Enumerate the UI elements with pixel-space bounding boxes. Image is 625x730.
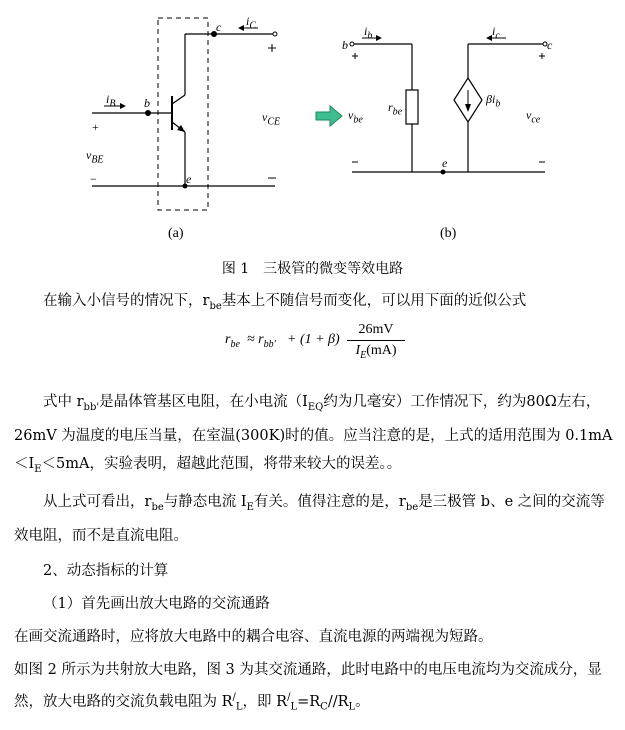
paragraph-intro: 在输入小信号的情况下，$r_{be}$基本上不随信号而变化，可以用下面的近似公式: [43, 293, 527, 312]
fig-b-ic-label: $i_c$: [492, 24, 500, 42]
fig-b-vbe-label: $v_{be}$: [348, 108, 363, 126]
fig-a-b-label: b: [144, 96, 150, 110]
fig-a-ib-label: $i_B$: [106, 92, 116, 110]
fig-b-rbe-label: $r_{be}$: [388, 100, 403, 118]
paragraph-load-resistance: 如图 2 所示为共射放大电路，图 3 为其交流通路，此时电路中的电压电流均为交流成分，显然，放大电路的交流负载电阻为 $R^/_L$，即 $R^/_L=R_C//R_L$。: [14, 662, 602, 713]
transistor-dashed-box: [158, 18, 208, 210]
fig-a-plus-left: +: [92, 120, 99, 134]
fig-b-e-label: e: [442, 156, 448, 170]
fig-b-vce-label: $v_{ce}$: [526, 108, 541, 126]
fig-a-c-label: c: [216, 20, 222, 34]
fig-a-ic-label: $i_C$: [246, 14, 257, 32]
subsection-heading: （1）首先画出放大电路的交流通路: [43, 596, 270, 612]
fig-b-ib-label: $i_b$: [364, 24, 373, 42]
fig-a-vce-label: $v_{CE}$: [262, 110, 281, 128]
fig-a-vbe-label: $v_{BE}$: [86, 148, 104, 166]
fig-b-b-label: b: [342, 38, 348, 52]
transform-arrow-icon: [316, 106, 342, 126]
fig-a-minus-left: −: [90, 172, 97, 186]
rbe-resistor: [406, 90, 418, 124]
paragraph-ac-path: 在画交流通路时，应将放大电路中的耦合电容、直流电源的两端视为短路。: [14, 629, 493, 645]
paragraph-rbb-explanation: 式中 $r_{bb'}$是晶体管基区电阻，在小电流（$I_{EQ}$约为几毫安）工作情况下，约为80Ω左右，26mV 为温度的电压当量，在室温(300K)时的值。应当注意的是，上式的适用范围为 $0.1mA<I_E<5mA$，实验表明，超越此范围，将带来较大的误差。。: [14, 394, 613, 475]
rbe-formula: $r_{be}$ ≈ $r_{bb'}$ + (1 + β) $\frac{26mV}{I_E(mA)}$: [225, 318, 465, 378]
fig-a-label: (a): [168, 226, 184, 241]
section-heading: 2、动态指标的计算: [43, 563, 169, 579]
fig-b-c-label: c: [547, 38, 553, 52]
fig-a-e-label: e: [186, 172, 192, 186]
fig-b-beta-ib-label: $\beta i_b$: [486, 92, 501, 110]
figure-caption: 图 1 三极管的微变等效电路: [221, 261, 404, 277]
paragraph-rbe-note: 从上式可看出，$r_{be}$与静态电流 $I_E$有关。值得注意的是，$r_{be}$是三极管 b、e 之间的交流等效电阻，而不是直流电阻。: [14, 494, 605, 544]
fig-b-label: (b): [440, 226, 457, 241]
